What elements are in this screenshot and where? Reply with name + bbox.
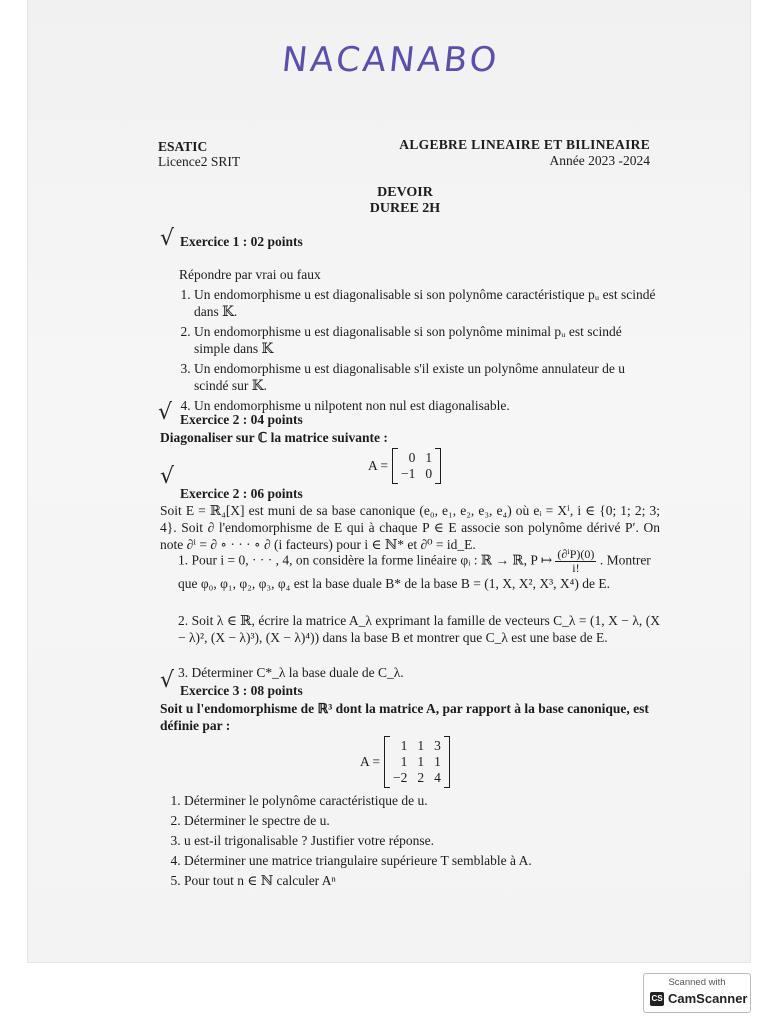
question-number: 1. [178,552,192,568]
ex4-question-list [162,792,662,889]
check-mark: √ [160,464,175,489]
matrix-cell: 1 [417,754,425,769]
ex4-question-3: 3. u est-il trigonalisable ? Justifier votre réponse. [184,832,662,849]
right-bracket [435,448,441,484]
check-mark: √ [160,668,175,693]
ex3-q1-part1: Pour i = 0, · · · , 4, on considère la forme linéaire φᵢ : ℝ → ℝ, P ↦ [191,552,553,568]
watermark-brand-name: CamScanner [668,991,748,1006]
check-mark: √ [160,226,175,251]
matrix-label: A = [360,754,380,769]
academic-year: Année 2023 -2024 [549,153,650,168]
title-line-2: DUREE 2H [369,201,441,216]
ex3-q3-text: Déterminer C*_λ la base duale de C_λ. [191,665,404,680]
camscanner-watermark [643,973,751,1013]
matrix-cell: 1 [425,450,433,465]
watermark-caption: Scanned with [668,977,726,988]
matrix-cell: −2 [393,770,408,785]
ex3-q1-part2: . Montrer que φ₀, φ₁, φ₂, φ₃, φ₄ est la base duale B* de la base B = (1, X, X², X³, X⁴) de E. [178,552,651,591]
matrix-cell: 0 [425,466,433,481]
ex4-question-1: 1. Déterminer le polynôme caractéristique de u. [184,792,662,809]
ex1-question-2: 2. Un endomorphisme u est diagonalisable si son polynôme minimal pᵤ est scindé simple dans 𝕂 [194,323,658,357]
ex1-list-container [172,286,658,417]
matrix-cell: 3 [434,738,441,753]
matrix-cell: 4 [434,770,441,785]
handwritten-name: NACANABO [279,40,502,80]
ex2-matrix-equation [368,448,441,484]
ex3-q2-text: Soit λ ∈ ℝ, écrire la matrice A_λ exprimant la famille de vecteurs C_λ = (1, X − λ, (X − λ)², (X − λ)³), (X − λ)⁴)) dans la base B et montrer que C_λ est une base de E. [178,613,660,645]
camscanner-logo-icon: CS [650,992,664,1006]
check-mark: √ [158,400,173,425]
watermark-brand [650,991,747,1006]
ex1-question-1: 1. Un endomorphisme u est diagonalisable si son polynôme caractéristique pᵤ est scindé dans 𝕂. [194,286,658,320]
ex1-intro: Répondre par vrai ou faux [179,267,321,282]
ex4-list-container [162,792,662,892]
ex1-heading: Exercice 1 : 02 points [180,234,303,249]
ex2-matrix [368,448,441,484]
matrix-label: A = [368,458,388,473]
question-number: 2. [178,613,192,628]
ex4-matrix [360,736,450,788]
fraction-numerator: (∂ⁱP)(0) [557,547,595,561]
title-line-1: DEVOIR [377,185,433,200]
matrix-cells [390,738,444,786]
ex1-question-3: 3. Un endomorphisme u est diagonalisable s'il existe un polynôme annulateur de u scindé sur 𝕂. [194,360,658,394]
ex3-question-2 [178,612,660,646]
ex4-heading: Exercice 3 : 08 points [180,683,303,698]
exam-title [300,185,510,217]
ex4-intro: Soit u l'endomorphisme de ℝ³ dont la matrice A, par rapport à la base canonique, est définie par : [160,701,649,733]
fraction-denominator: i! [572,561,580,575]
school-name: ESATIC [158,139,208,154]
ex3-q1-fraction [555,548,596,575]
ex2-intro: Diagonaliser sur ℂ la matrice suivante : [160,430,388,445]
ex3-question-3 [178,664,404,681]
matrix-cells [398,450,435,482]
matrix-cell: 0 [408,450,416,465]
matrix-cell: 1 [400,738,408,753]
ex4-matrix-equation [360,736,450,788]
question-number: 3. [178,665,189,680]
matrix-cell: 2 [417,770,425,785]
course-title: ALGEBRE LINEAIRE ET BILINEAIRE [399,137,650,152]
level-label: Licence2 SRIT [158,154,241,169]
matrix-cell: 1 [417,738,425,753]
matrix-cell: 1 [400,754,408,769]
ex4-question-5: 5. Pour tout n ∈ ℕ calculer Aⁿ [184,872,662,889]
ex4-question-2: 2. Déterminer le spectre de u. [184,812,662,829]
ex2-heading: Exercice 2 : 04 points [180,412,303,427]
ex3-intro: Soit E = ℝ₄[X] est muni de sa base canonique (e₀, e₁, e₂, e₃, e₄) où eᵢ = Xⁱ, i ∈ {0; 1; 2; 3; 4}. Soit ∂ l'endomorphisme de E qui à chaque P ∈ E associe son polynôme dérivé P′. On note ∂ⁱ = ∂ ∘ · · · ∘ ∂ (i facteurs) pour i ∈ ℕ* et ∂⁰ = id_E. [160,503,660,552]
right-bracket [444,736,450,788]
ex3-heading: Exercice 2 : 06 points [180,486,303,501]
matrix-cell: −1 [401,466,416,481]
matrix-cell: 1 [434,754,441,769]
ex1-question-list [172,286,658,414]
ex3-question-1 [178,548,660,592]
ex4-question-4: 4. Déterminer une matrice triangulaire supérieure T semblable à A. [184,852,662,869]
ex1-question-4: 4. Un endomorphisme u nilpotent non nul est diagonalisable. [194,397,658,414]
